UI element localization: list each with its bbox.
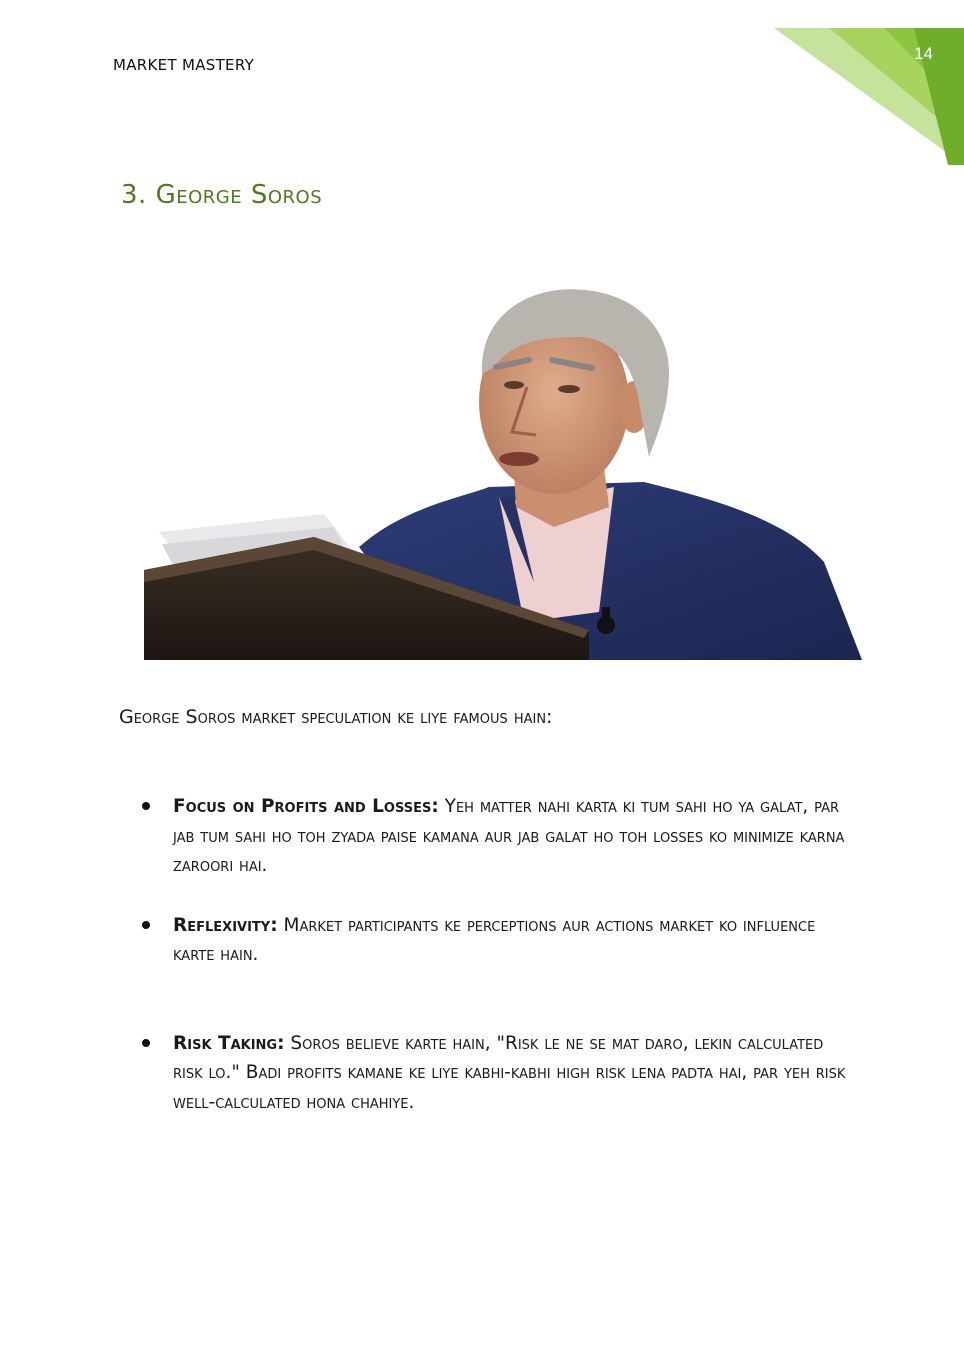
bullet-icon [142,1039,150,1047]
section-heading: 3. George Soros [121,180,323,210]
corner-decoration [734,0,964,170]
bullet-term: Risk Taking: [173,1032,285,1054]
bullet-text: Market participants ke perceptions aur actions market ko influence karte hain. [173,914,816,965]
george-soros-photo [144,282,862,662]
list-item [140,911,850,970]
bullet-term: Reflexivity: [173,914,278,936]
bullet-text: Yeh matter nahi karta ki tum sahi ho ya galat, par jab tum sahi ho toh zyada paise kamana aur jab galat ho toh losses ko minimize karna zaroori hai. [173,796,845,876]
intro-text: George Soros market speculation ke liye famous hain: [119,706,553,728]
bullet-icon [142,802,150,810]
bullet-text: Soros believe karte hain, "Risk le ne se mat daro, lekin calculated risk lo." Badi profits kamane ke liye kabhi-kabhi high risk lena padta hai, par yeh risk well-calculated hona chahiye. [173,1032,846,1113]
bullet-list [140,792,850,1117]
bullet-icon [142,921,150,929]
page-number: 14 [914,44,933,63]
running-header: MARKET MASTERY [113,56,255,74]
list-item [140,792,850,881]
bullet-term: Focus on Profits and Losses: [173,796,439,817]
list-item [140,1029,850,1118]
